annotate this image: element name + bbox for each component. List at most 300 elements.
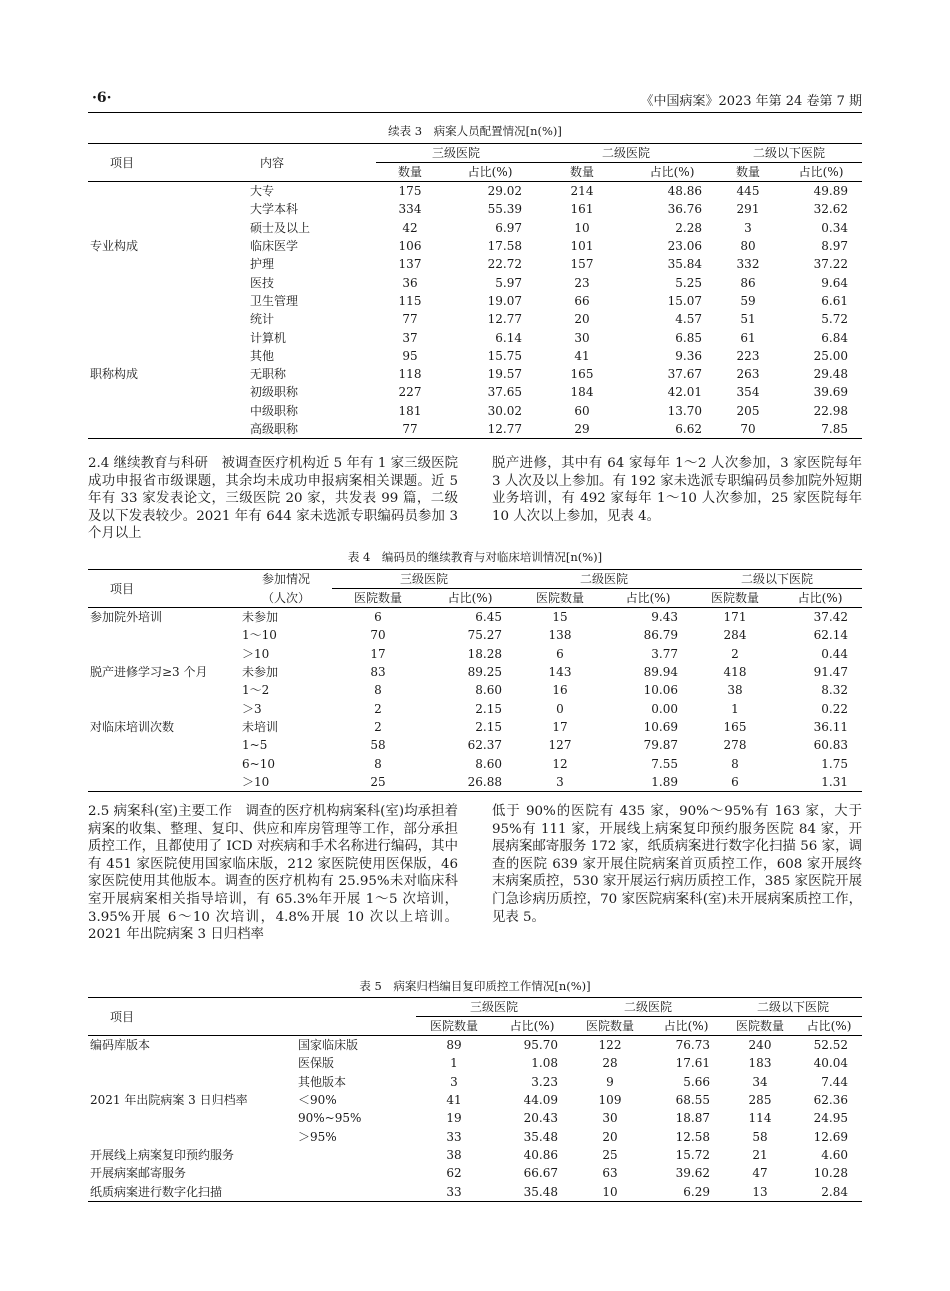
- row-item: 专业构成: [90, 239, 139, 254]
- cell-percent: 2.84: [796, 1182, 862, 1201]
- cell-count: 34: [752, 1074, 768, 1089]
- cell-count: 61: [740, 330, 756, 345]
- row-item: [88, 200, 248, 218]
- row-subitem: 初级职称: [250, 385, 299, 400]
- cell-percent: 62.36: [813, 1093, 848, 1108]
- row-subitem: 未培训: [242, 719, 279, 734]
- row-subitem: 1~5: [242, 738, 268, 753]
- row-item: [88, 626, 240, 644]
- cell-percent: 22.98: [813, 403, 848, 418]
- cell-count: 3: [516, 773, 604, 792]
- cell-count: 1: [450, 1056, 458, 1071]
- table3-subheader: 占比(%): [780, 163, 862, 182]
- cell-percent: 1.08: [531, 1056, 558, 1071]
- row-item: 参加院外培训: [90, 610, 163, 625]
- cell-count: 165: [723, 719, 747, 734]
- cell-count: 175: [398, 184, 422, 199]
- cell-count: 181: [398, 403, 422, 418]
- cell-count: 3: [744, 220, 752, 235]
- cell-percent: 19.57: [487, 367, 522, 382]
- cell-count: 184: [570, 385, 594, 400]
- row-item: [88, 754, 240, 772]
- row-subitem: 未参加: [242, 665, 279, 680]
- row-subitem: 硕士及以上: [250, 220, 311, 235]
- cell-percent: 15.72: [675, 1147, 710, 1162]
- table5-subheader: 占比(%): [648, 1017, 724, 1036]
- table-row: [88, 1164, 862, 1182]
- cell-percent: 12.77: [487, 312, 522, 327]
- paragraph: 低于 90%的医院有 435 家，90%～95%有 163 家，大于 95%有 111 家，开展线上病案复印预约服务医院 84 家，开展病案邮寄服务 172 家，纸质病案进行数字化扫描 56 家，调查的医院 639 家开展住院病案首页质控工作，608 家开展终末病案质控，530 家开展运行病历质控工作，385 家医院开展门急诊病历质控，70 家医院病案科(室)未开展病案质控工作，见表 5。: [492, 804, 862, 925]
- cell-percent: 4.60: [821, 1147, 848, 1162]
- cell-percent: 91.47: [813, 665, 848, 680]
- cell-count: 28: [602, 1056, 618, 1071]
- cell-percent: 6.29: [648, 1182, 724, 1201]
- cell-percent: 89.94: [643, 665, 678, 680]
- row-item: [88, 1127, 296, 1145]
- row-item: [88, 773, 240, 792]
- cell-percent: 3.23: [531, 1074, 558, 1089]
- cell-count: 285: [748, 1093, 772, 1108]
- row-item: 编码库版本: [90, 1038, 151, 1053]
- table5-subheader: 医院数量: [572, 1017, 648, 1036]
- cell-percent: 3.77: [651, 646, 678, 661]
- row-subitem: 医技: [250, 275, 275, 290]
- cell-count: 118: [398, 367, 422, 382]
- cell-count: 2: [374, 719, 382, 734]
- row-subitem: 1～2: [242, 683, 270, 698]
- cell-count: 19: [446, 1111, 462, 1126]
- cell-percent: 39.62: [675, 1166, 710, 1181]
- table3-col-content: 内容: [248, 144, 376, 182]
- table-row: [88, 420, 862, 439]
- cell-percent: 29.48: [813, 367, 848, 382]
- table-row: [88, 219, 862, 237]
- row-subitem: 其他: [250, 348, 275, 363]
- cell-count: 418: [723, 665, 747, 680]
- cell-count: 157: [570, 257, 594, 272]
- cell-count: 138: [548, 628, 572, 643]
- cell-count: 20: [574, 312, 590, 327]
- cell-count: 240: [748, 1038, 772, 1053]
- cell-percent: 36.76: [667, 202, 702, 217]
- cell-count: 20: [602, 1129, 618, 1144]
- cell-percent: 48.86: [667, 184, 702, 199]
- cell-count: 62: [446, 1166, 462, 1181]
- cell-count: 114: [748, 1111, 772, 1126]
- cell-percent: 76.73: [675, 1038, 710, 1053]
- table4-subheader: 占比(%): [604, 589, 692, 608]
- cell-count: 30: [602, 1111, 618, 1126]
- cell-percent: 1.89: [604, 773, 692, 792]
- row-subitem: [296, 1164, 416, 1182]
- cell-percent: 10.06: [643, 683, 678, 698]
- table4-col-cond-unit: （人次）: [240, 589, 332, 608]
- table5-subheader: 医院数量: [724, 1017, 796, 1036]
- cell-percent: 2.15: [475, 701, 502, 716]
- row-subitem: [296, 1182, 416, 1201]
- cell-count: 143: [548, 665, 572, 680]
- cell-percent: 6.61: [821, 293, 848, 308]
- table3-subheader: 占比(%): [444, 163, 536, 182]
- cell-percent: 37.67: [667, 367, 702, 382]
- page-header: [88, 88, 862, 113]
- cell-count: 263: [736, 367, 760, 382]
- cell-count: 17: [370, 646, 386, 661]
- cell-count: 33: [446, 1129, 462, 1144]
- table3-subheader: 数量: [716, 163, 780, 182]
- cell-percent: 86.79: [643, 628, 678, 643]
- table-row: [88, 681, 862, 699]
- row-subitem: 统计: [250, 312, 275, 327]
- cell-count: 16: [552, 683, 568, 698]
- cell-percent: 2.15: [475, 719, 502, 734]
- table3-subheader: 占比(%): [628, 163, 716, 182]
- cell-percent: 7.55: [651, 756, 678, 771]
- table-row: [88, 645, 862, 663]
- row-item: [88, 182, 248, 201]
- cell-count: 30: [574, 330, 590, 345]
- cell-count: 6: [556, 646, 564, 661]
- row-subitem: 中级职称: [250, 403, 299, 418]
- row-item: [88, 328, 248, 346]
- cell-count: 106: [398, 239, 422, 254]
- cell-percent: 40.04: [813, 1056, 848, 1071]
- table4-caption: 表 4 编码员的继续教育与对临床培训情况[n(%)]: [347, 550, 603, 564]
- cell-count: 3: [450, 1074, 458, 1089]
- table-row: [88, 699, 862, 717]
- cell-percent: 6.85: [675, 330, 702, 345]
- cell-count: 2: [731, 646, 739, 661]
- cell-percent: 5.66: [683, 1074, 710, 1089]
- table3-subheader: 数量: [536, 163, 628, 182]
- row-item: 开展病案邮寄服务: [90, 1166, 187, 1181]
- cell-count: 332: [736, 257, 760, 272]
- row-item: [88, 347, 248, 365]
- row-subitem: 高级职称: [248, 420, 376, 439]
- cell-percent: 68.55: [675, 1093, 710, 1108]
- table4-group: 二级以下医院: [692, 570, 862, 589]
- table-row: [88, 1073, 862, 1091]
- row-subitem: 其他版本: [298, 1074, 347, 1089]
- cell-percent: 35.48: [492, 1182, 572, 1201]
- cell-percent: 35.48: [523, 1129, 558, 1144]
- cell-percent: 75.27: [467, 628, 502, 643]
- row-item: [88, 402, 248, 420]
- row-item: [88, 681, 240, 699]
- row-subitem: 6~10: [242, 756, 275, 771]
- table4-col-cond: 参加情况: [240, 570, 332, 589]
- table4-subheader: 占比(%): [778, 589, 862, 608]
- row-subitem: 90%~95%: [298, 1111, 362, 1126]
- cell-count: 278: [723, 738, 747, 753]
- row-item: 纸质病案进行数字化扫描: [88, 1182, 296, 1201]
- table5-caption: 表 5 病案归档编目复印质控工作情况[n(%)]: [359, 979, 591, 993]
- cell-count: 2: [374, 701, 382, 716]
- cell-percent: 22.72: [487, 257, 522, 272]
- cell-count: 38: [727, 683, 743, 698]
- cell-percent: 6.84: [821, 330, 848, 345]
- cell-percent: 8.97: [821, 239, 848, 254]
- cell-count: 109: [598, 1093, 622, 1108]
- cell-count: 223: [736, 348, 760, 363]
- cell-count: 25: [332, 773, 424, 792]
- row-subitem: 大学本科: [250, 202, 299, 217]
- table-row: [88, 1127, 862, 1145]
- cell-count: 70: [370, 628, 386, 643]
- cell-percent: 89.25: [467, 665, 502, 680]
- table-row: [88, 347, 862, 365]
- table4: [88, 569, 862, 792]
- cell-count: 284: [723, 628, 747, 643]
- cell-count: 12: [552, 756, 568, 771]
- cell-count: 13: [724, 1182, 796, 1201]
- cell-percent: 18.87: [675, 1111, 710, 1126]
- table-row: [88, 663, 862, 681]
- cell-percent: 62.14: [813, 628, 848, 643]
- row-item: 脱产进修学习≥3 个月: [90, 665, 208, 680]
- cell-percent: 15.07: [667, 293, 702, 308]
- cell-count: 6: [374, 610, 382, 625]
- row-item: 对临床培训次数: [90, 719, 175, 734]
- table-row: [88, 608, 862, 627]
- cell-count: 334: [398, 202, 422, 217]
- cell-count: 70: [716, 420, 780, 439]
- cell-percent: 4.57: [675, 312, 702, 327]
- cell-percent: 9.36: [675, 348, 702, 363]
- cell-percent: 0.00: [651, 701, 678, 716]
- cell-count: 38: [446, 1147, 462, 1162]
- row-item: [88, 292, 248, 310]
- row-subitem: 卫生管理: [250, 293, 299, 308]
- cell-percent: 2.28: [675, 220, 702, 235]
- cell-count: 115: [398, 293, 422, 308]
- cell-count: 59: [740, 293, 756, 308]
- cell-count: 354: [736, 385, 760, 400]
- cell-count: 58: [752, 1129, 768, 1144]
- cell-percent: 44.09: [523, 1093, 558, 1108]
- row-subitem: ＞10: [242, 646, 270, 661]
- cell-count: 80: [740, 239, 756, 254]
- cell-count: 6: [692, 773, 778, 792]
- table3-caption: 续表 3 病案人员配置情况[n(%)]: [388, 124, 562, 138]
- journal-title: 《中国病案》2023 年第 24 卷第 7 期: [640, 94, 862, 109]
- cell-percent: 0.44: [821, 646, 848, 661]
- cell-count: 83: [370, 665, 386, 680]
- cell-percent: 9.43: [651, 610, 678, 625]
- cell-count: 8: [731, 756, 739, 771]
- table3-group: 三级医院: [376, 144, 536, 163]
- row-item: [88, 255, 248, 273]
- cell-percent: 18.28: [467, 646, 502, 661]
- cell-count: 17: [552, 719, 568, 734]
- paragraph: 脱产进修，其中有 64 家每年 1～2 人次参加，3 家医院每年 3 人次及以上参加。有 192 家未选派专职编码员参加院外短期业务培训，有 492 家每年 1～10 人次参加，25 家医院每年 10 人次以上参加，见表 4。: [492, 456, 862, 524]
- cell-percent: 10.69: [643, 719, 678, 734]
- row-item: 开展线上病案复印预约服务: [90, 1147, 235, 1162]
- table-row: [88, 754, 862, 772]
- cell-percent: 10.28: [813, 1166, 848, 1181]
- table3-col-item: 项目: [88, 144, 248, 182]
- cell-count: 227: [398, 385, 422, 400]
- cell-count: 9: [606, 1074, 614, 1089]
- row-subitem: ＞3: [242, 701, 262, 716]
- cell-count: 47: [752, 1166, 768, 1181]
- row-item: 职称构成: [90, 367, 139, 382]
- table3-group: 二级以下医院: [716, 144, 862, 163]
- cell-percent: 17.61: [675, 1056, 710, 1071]
- cell-percent: 95.70: [523, 1038, 558, 1053]
- cell-percent: 37.22: [813, 257, 848, 272]
- row-subitem: 1～10: [242, 628, 277, 643]
- cell-count: 10: [572, 1182, 648, 1201]
- cell-percent: 6.45: [475, 610, 502, 625]
- row-item: [88, 699, 240, 717]
- cell-percent: 1.75: [821, 756, 848, 771]
- section-2-4-left: [88, 455, 458, 543]
- cell-percent: 49.89: [813, 184, 848, 199]
- row-item: [88, 1054, 296, 1072]
- paragraph: 2.5 病案科(室)主要工作 调查的医疗机构病案科(室)均承担着病案的收集、整理、复印、供应和库房管理等工作，部分承担质控工作，且都使用了 ICD 对疾病和手术名称进行编码，其中有 451 家医院使用国家临床版，212 家医院使用医保版，46 家医院使用其他版本。调查的医疗机构有 25.95%未对临床科室开展病案相关指导培训，有 65.3%年开展 1～5 次培训，3.95%开展 6～10 次培训，4.8%开展 10 次以上培训。2021 年出院病案 3 日归档率: [88, 804, 458, 943]
- cell-count: 25: [602, 1147, 618, 1162]
- table-row: [88, 365, 862, 383]
- cell-count: 42: [402, 220, 418, 235]
- row-item: [88, 219, 248, 237]
- cell-percent: 5.97: [495, 275, 522, 290]
- cell-count: 41: [446, 1093, 462, 1108]
- cell-count: 183: [748, 1056, 772, 1071]
- table4-group: 三级医院: [332, 570, 516, 589]
- cell-count: 161: [570, 202, 594, 217]
- cell-percent: 35.84: [667, 257, 702, 272]
- table4-group: 二级医院: [516, 570, 692, 589]
- cell-percent: 8.32: [821, 683, 848, 698]
- table-row: [88, 237, 862, 255]
- cell-percent: 79.87: [643, 738, 678, 753]
- table-row: [88, 1146, 862, 1164]
- row-subitem: 未参加: [242, 610, 279, 625]
- table5-group: 二级医院: [572, 998, 724, 1017]
- cell-count: 214: [570, 184, 594, 199]
- cell-count: 15: [552, 610, 568, 625]
- table-row: [88, 292, 862, 310]
- cell-percent: 62.37: [467, 738, 502, 753]
- section-2-4-right: [492, 455, 862, 525]
- cell-count: 58: [370, 738, 386, 753]
- cell-percent: 8.60: [475, 683, 502, 698]
- cell-percent: 17.58: [487, 239, 522, 254]
- cell-count: 127: [548, 738, 572, 753]
- row-item: [88, 273, 248, 291]
- table-row: [88, 626, 862, 644]
- row-item: [88, 383, 248, 401]
- cell-count: 205: [736, 403, 760, 418]
- cell-percent: 8.60: [475, 756, 502, 771]
- table5-subheader: 占比(%): [492, 1017, 572, 1036]
- table-row: [88, 1036, 862, 1055]
- row-item: [88, 310, 248, 328]
- table4-subheader: 医院数量: [516, 589, 604, 608]
- cell-count: 63: [602, 1166, 618, 1181]
- cell-count: 171: [723, 610, 747, 625]
- cell-percent: 60.83: [813, 738, 848, 753]
- cell-count: 0: [556, 701, 564, 716]
- cell-count: 122: [598, 1038, 622, 1053]
- cell-percent: 12.58: [675, 1129, 710, 1144]
- table-row: [88, 182, 862, 201]
- cell-count: 77: [376, 420, 444, 439]
- cell-count: 1: [731, 701, 739, 716]
- cell-percent: 42.01: [667, 385, 702, 400]
- cell-count: 66: [574, 293, 590, 308]
- cell-percent: 36.11: [813, 719, 848, 734]
- cell-percent: 25.00: [813, 348, 848, 363]
- cell-percent: 30.02: [487, 403, 522, 418]
- table5-group: 二级以下医院: [724, 998, 862, 1017]
- table3: [88, 143, 862, 439]
- cell-percent: 12.69: [813, 1129, 848, 1144]
- table-row: [88, 1054, 862, 1072]
- cell-count: 33: [416, 1182, 492, 1201]
- table-row: [88, 1109, 862, 1127]
- cell-count: 8: [374, 683, 382, 698]
- table-row: [88, 736, 862, 754]
- cell-percent: 6.97: [495, 220, 522, 235]
- cell-count: 21: [752, 1147, 768, 1162]
- cell-percent: 24.95: [813, 1111, 848, 1126]
- cell-count: 95: [402, 348, 418, 363]
- table-row: [88, 1182, 862, 1201]
- cell-percent: 29.02: [487, 184, 522, 199]
- cell-count: 77: [402, 312, 418, 327]
- row-subitem: 临床医学: [250, 239, 299, 254]
- cell-percent: 9.64: [821, 275, 848, 290]
- table5: [88, 997, 862, 1202]
- row-subitem: 计算机: [250, 330, 287, 345]
- table-row: [88, 255, 862, 273]
- cell-percent: 7.85: [780, 420, 862, 439]
- cell-percent: 7.44: [821, 1074, 848, 1089]
- table-row: [88, 718, 862, 736]
- cell-percent: 5.25: [675, 275, 702, 290]
- row-subitem: 护理: [250, 257, 275, 272]
- row-subitem: 医保版: [298, 1056, 335, 1071]
- cell-percent: 0.22: [821, 701, 848, 716]
- row-subitem: 无职称: [250, 367, 287, 382]
- table-row: [88, 273, 862, 291]
- table5-subheader: 医院数量: [416, 1017, 492, 1036]
- cell-count: 23: [574, 275, 590, 290]
- cell-count: 51: [740, 312, 756, 327]
- table5-group: 三级医院: [416, 998, 572, 1017]
- row-subitem: 大专: [250, 184, 275, 199]
- row-subitem: 国家临床版: [298, 1038, 359, 1053]
- table-row: [88, 328, 862, 346]
- cell-percent: 20.43: [523, 1111, 558, 1126]
- cell-count: 165: [570, 367, 594, 382]
- cell-percent: 37.42: [813, 610, 848, 625]
- table-row: [88, 773, 862, 792]
- cell-count: 60: [574, 403, 590, 418]
- cell-percent: 23.06: [667, 239, 702, 254]
- cell-percent: 26.88: [424, 773, 516, 792]
- cell-percent: 5.72: [821, 312, 848, 327]
- cell-percent: 12.77: [444, 420, 536, 439]
- row-item: [88, 1073, 296, 1091]
- table3-subheader: 数量: [376, 163, 444, 182]
- row-item: 2021 年出院病案 3 日归档率: [90, 1093, 248, 1108]
- cell-count: 89: [446, 1038, 462, 1053]
- section-2-5-right: [492, 803, 862, 926]
- section-2-5-left: [88, 803, 458, 944]
